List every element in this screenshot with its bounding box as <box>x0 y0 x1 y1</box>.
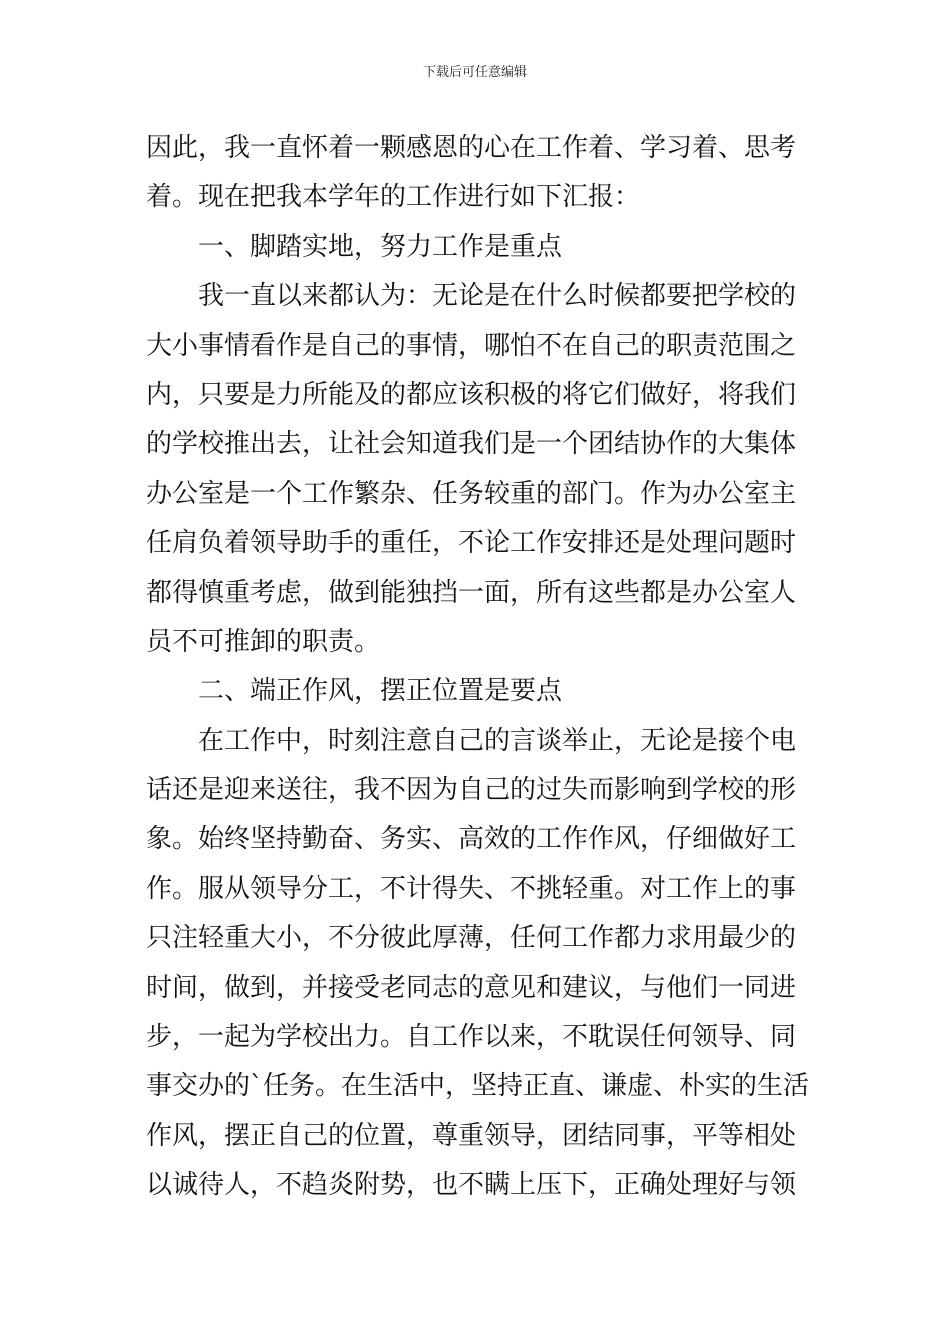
paragraph-first-line: 我一直以来都认为：无论是在什么时候都要把学校的 <box>198 281 797 312</box>
text-line: 员不可推卸的职责。 <box>146 626 381 657</box>
paragraph-first-line: 在工作中，时刻注意自己的言谈举止，无论是接个电 <box>198 725 797 756</box>
text-line: 内，只要是力所能及的都应该积极的将它们做好，将我们 <box>146 379 797 410</box>
text-line: 以诚待人，不趋炎附势，也不瞒上压下，正确处理好与领 <box>146 1170 797 1201</box>
text-line: 着。现在把我本学年的工作进行如下汇报： <box>146 182 641 213</box>
text-line: 办公室是一个工作繁杂、任务较重的部门。作为办公室主 <box>146 478 797 509</box>
text-line: 都得慎重考虑，做到能独挡一面，所有这些都是办公室人 <box>146 577 797 608</box>
text-line: 任肩负着领导助手的重任，不论工作安排还是处理问题时 <box>146 528 797 559</box>
text-line: 事交办的`任务。在生活中，坚持正直、谦虚、朴实的生活 <box>146 1071 810 1102</box>
text-line: 时间，做到，并接受老同志的意见和建议，与他们一同进 <box>146 972 797 1003</box>
section-heading: 二、端正作风，摆正位置是要点 <box>198 676 563 707</box>
document-body <box>146 124 816 1211</box>
text-line: 作风，摆正自己的位置，尊重领导，团结同事，平等相处 <box>146 1120 797 1151</box>
text-line: 因此，我一直怀着一颗感恩的心在工作着、学习着、思考 <box>146 133 797 163</box>
text-line: 象。始终坚持勤奋、务实、高效的工作作风，仔细做好工 <box>146 824 797 855</box>
page-header: 下载后可任意编辑 <box>422 65 527 80</box>
text-line: 大小事情看作是自己的事情，哪怕不在自己的职责范围之 <box>146 330 797 361</box>
text-line: 作。服从领导分工，不计得失、不挑轻重。对工作上的事 <box>146 873 797 904</box>
text-line: 步，一起为学校出力。自工作以来，不耽误任何领导、同 <box>146 1022 797 1053</box>
text-line: 只注轻重大小，不分彼此厚薄，任何工作都力求用最少的 <box>146 923 797 954</box>
text-line: 话还是迎来送往，我不因为自己的过失而影响到学校的形 <box>146 775 797 806</box>
section-heading: 一、脚踏实地，努力工作是重点 <box>198 231 563 262</box>
text-line: 的学校推出去，让社会知道我们是一个团结协作的大集体 <box>146 429 797 460</box>
